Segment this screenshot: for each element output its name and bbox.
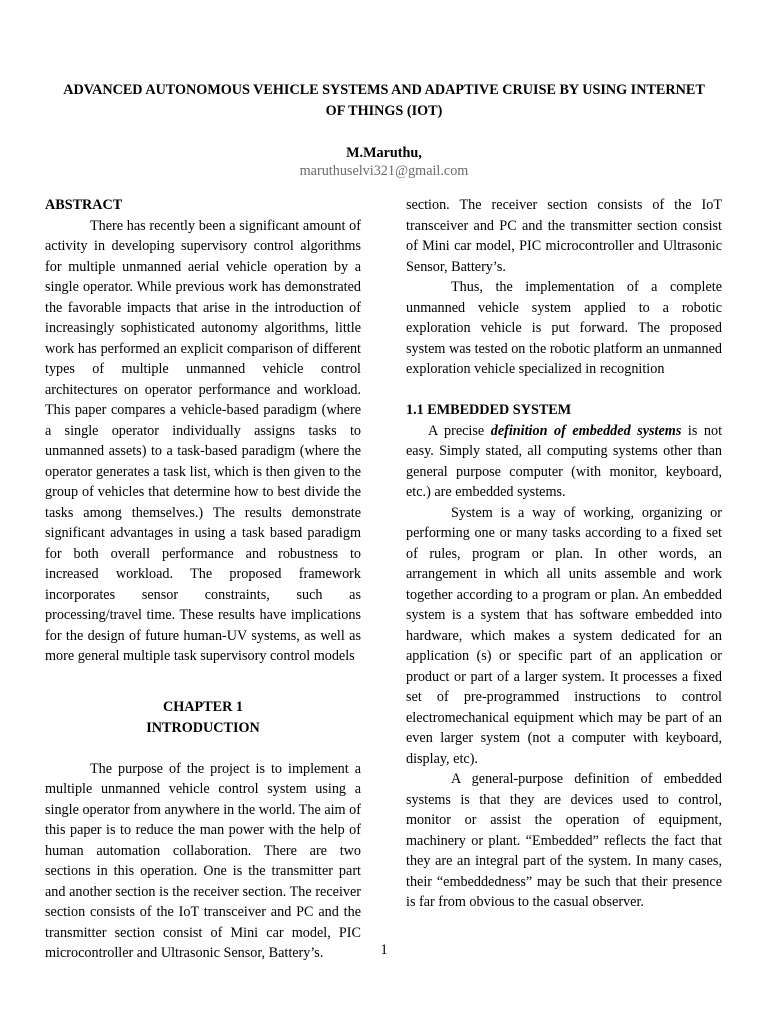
section-heading-embedded-system: 1.1 EMBEDDED SYSTEM [406, 402, 572, 418]
embedded-paragraph-2: System is a way of working, organizing or performing one or many tasks according to a fixed set of rules, program or plan. In other words, an arrangement in which all units assemble and work together according to a program or plan. An embedded system is a system that has software embedded into hardware, which makes a system dedicated for an application (s) or specific part of an application or product or part of a larger system. It processes a fixed set of pre-programmed instructions to control electromechanical equipment which may be part of an even larger system (not a computer with keyboard, display, etc). [406, 504, 722, 767]
chapter-number: CHAPTER 1 [162, 699, 243, 715]
chapter-title: INTRODUCTION [146, 719, 260, 736]
embedded-paragraph-1 [406, 421, 722, 503]
right-column [406, 195, 722, 913]
left-column [45, 195, 361, 961]
intro-paragraph-1: The purpose of the project is to implement a multiple unmanned vehicle control system using a single operator from anywhere in the world. The aim of this paper is to reduce the man power with the help of human automation collaboration. There are two sections in this operation. One is the transmitter part and another section is the receiver section. The receiver section consists of the IoT transceiver and PC and the transmitter section consist of Mini car model, PIC microcontroller and Ultrasonic Sensor, Battery’s. [45, 760, 361, 961]
intro-paragraph-1-continued: section. The receiver section consists of the IoT transceiver and PC and the transmitter section consist of Mini car model, PIC microcontroller and Ultrasonic Sensor, Battery’s. [406, 197, 722, 275]
author-email: maruthuselvi321@gmail.com [299, 163, 469, 179]
embedded-p1-emphasis: definition of embedded systems [490, 422, 682, 439]
paper-title: ADVANCED AUTONOMOUS VEHICLE SYSTEMS AND ADAPTIVE CRUISE BY USING INTERNET OF THINGS (IOT) [63, 82, 705, 119]
abstract-text: There has recently been a significant amount of activity in developing supervisory control algorithms for multiple unmanned aerial vehicle operation by a single operator. While previous work has demonstrated the favorable impacts that arise in the introduction of increasingly sophisticated autonomy algorithms, little work has performed an explicit comparison of different types of multiple unmanned vehicle control architectures on operator performance and workload. This paper compares a vehicle-based paradigm (where a single operator individually assigns tasks to unmanned assets) to a task-based paradigm (where the operator generates a task list, which is then given to the group of vehicles that determine how to best divide the tasks among themselves.) The results demonstrate significant advantages in using a task based paradigm for both overall performance and robustness to increased workload. The proposed framework incorporates sensor constraints, such as processing/travel time. These results have implications for the design of future human-UV systems, as well as more general multiple task supervisory control models [45, 217, 361, 664]
page-number: 1 [380, 942, 388, 958]
embedded-p1-rest: is not easy. Simply stated, all computing systems other than general purpose computer (with monitor, keyboard, etc.) are embedded systems. [406, 422, 723, 500]
intro-paragraph-2: Thus, the implementation of a complete unmanned vehicle system applied to a robotic exploration vehicle is put forward. The proposed system was tested on the robotic platform an unmanned exploration vehicle specialized in recognition [406, 279, 722, 377]
embedded-paragraph-3: A general-purpose definition of embedded systems is that they are devices used to control, monitor or assist the operation of equipment, machinery or plant. “Embedded” reflects the fact that they are an integral part of the system. In many cases, their “embeddedness” may be such that their presence is far from obvious to the casual observer. [406, 771, 722, 910]
author-name: M.Maruthu, [346, 145, 422, 161]
abstract-heading: ABSTRACT [45, 197, 123, 213]
embedded-p1-lead: A precise [428, 422, 491, 439]
